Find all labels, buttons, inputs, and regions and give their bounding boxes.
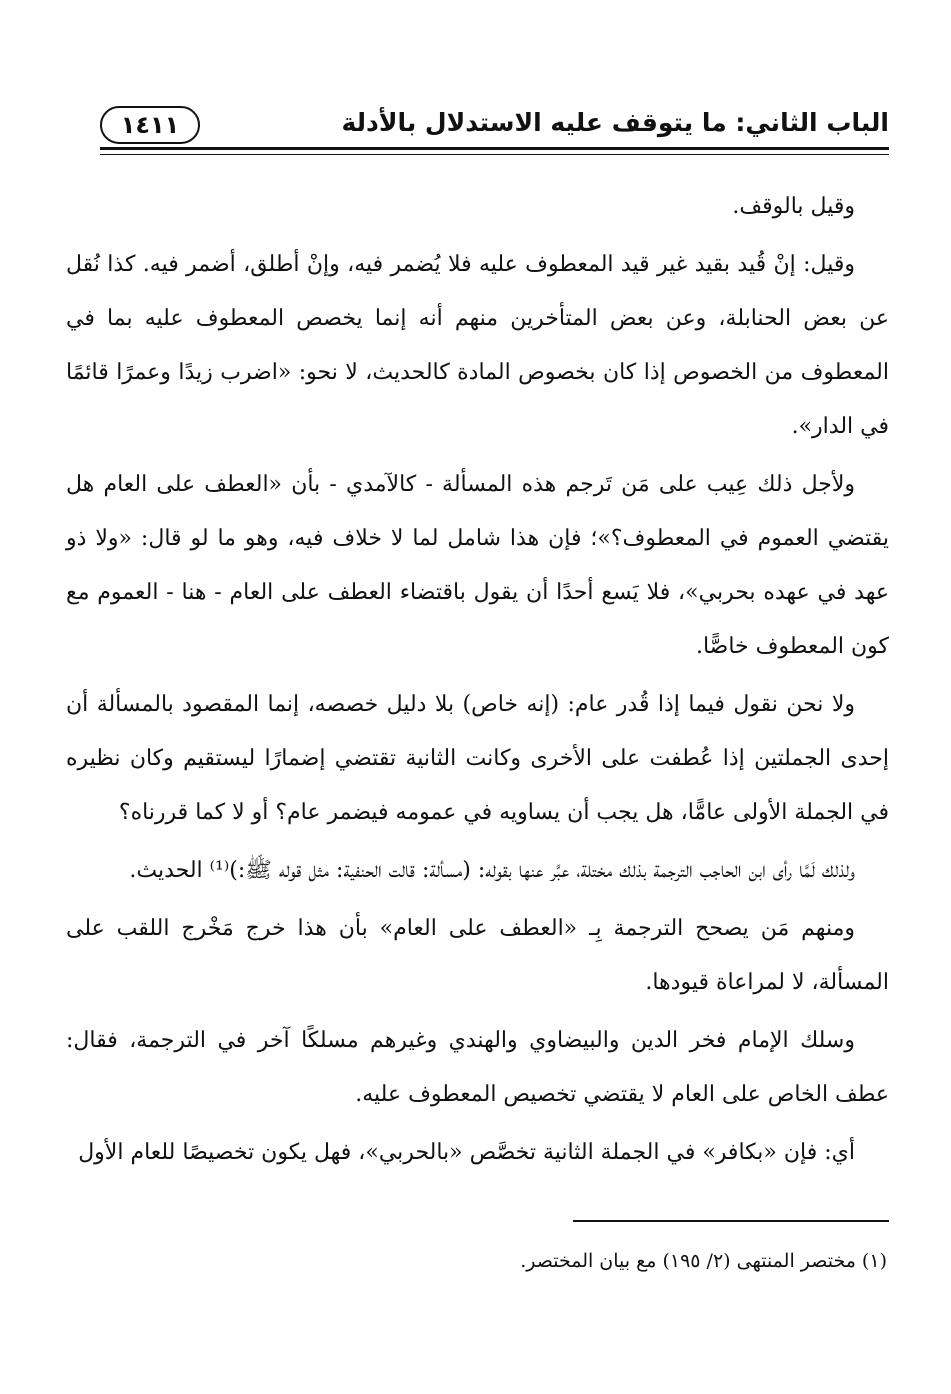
footnote: (١) مختصر المنتهى (٢/ ١٩٥) مع بيان المختصر.	[520, 1250, 887, 1272]
header-rule-thin	[100, 154, 889, 155]
header-rule-thick	[100, 147, 889, 150]
page-number-badge: ١٤١١	[100, 106, 200, 144]
paragraph: ومنهم مَن يصحح الترجمة بِـ «العطف على العام» بأن هذا خرج مَخْرج اللقب على المسألة، لا لمراعاة قيودها.	[66, 916, 889, 995]
running-header	[100, 100, 889, 144]
footnote-separator	[573, 1220, 889, 1222]
paragraph: وقيل بالوقف.	[732, 194, 855, 219]
paragraph: ولا نحن نقول فيما إذا قُدر عام: (إنه خاص) بلا دليل خصصه، إنما المقصود بالمسألة أن إحدى الجملتين إذا عُطفت على الأخرى وكانت الثانية تقتضي إضمارًا ليستقيم وكان نظيره في الجملة الأولى عامًّا، هل يجب أن يساويه في عمومه فيضمر عام؟ أو لا كما قررناه؟	[66, 692, 889, 825]
paragraph: ولذلك لَمَّا رأى ابن الحاجب الترجمة بذلك مختلة، عبَّر عنها بقوله: (مسألة: قالت الحنفية: مثل قوله ﷺ:)⁽¹⁾ الحديث.	[129, 858, 855, 883]
paragraph: أي: فإن «بكافر» في الجملة الثانية تخصَّص «بالحربي»، فهل يكون تخصيصًا للعام الأول	[78, 1140, 855, 1165]
paragraph: وقيل: إنْ قُيد بقيد غير قيد المعطوف عليه فلا يُضمر فيه، وإنْ أطلق، أضمر فيه. كذا نُقل عن بعض الحنابلة، وعن بعض المتأخرين منهم أنه إنما يخصص المعطوف عليه بما في المعطوف من الخصوص إذا كان بخصوص المادة كالحديث، لا نحو: «اضرب زيدًا وعمرًا قائمًا في الدار».	[66, 252, 889, 439]
chapter-title: الباب الثاني: ما يتوقف عليه الاستدلال بالأدلة	[341, 108, 889, 137]
paragraph: وسلك الإمام فخر الدين والبيضاوي والهندي وغيرهم مسلكًا آخر في الترجمة، فقال: عطف الخاص على العام لا يقتضي تخصيص المعطوف عليه.	[66, 1028, 889, 1107]
body-text	[66, 180, 889, 1184]
paragraph: ولأجل ذلك عِيب على مَن تَرجم هذه المسألة - كالآمدي - بأن «العطف على العام هل يقتضي العموم في المعطوف؟»؛ فإن هذا شامل لما لا خلاف فيه، وهو ما لو قال: «ولا ذو عهد في عهده بحربي»، فلا يَسع أحدًا أن يقول باقتضاء العطف على العام - هنا - العموم مع كون المعطوف خاصًّا.	[66, 472, 890, 659]
